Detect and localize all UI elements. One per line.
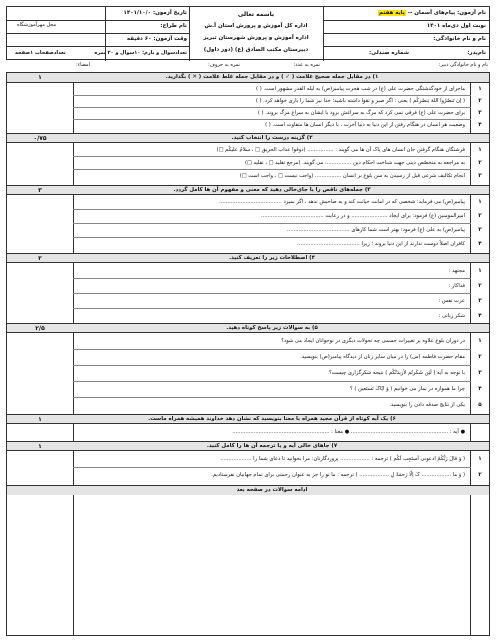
question-item: ۳ عزت نفس : bbox=[438, 298, 482, 304]
exam-duration: وقت آزمون: ۶۰ دقیقه bbox=[126, 36, 187, 42]
school-stamp-area: محل مهرآموزشگاه bbox=[17, 22, 57, 28]
question-item: ۴ چرا ما همواره در نماز می خوانیم ( وَ ایّاکَ نَستَعین ) ؟ bbox=[349, 386, 482, 392]
exam-turn: نوبت اول دی‌ماه ۱۴۰۱ bbox=[426, 23, 486, 29]
exam-date: تاریخ آزمون: ۱۴۰۱/۱۰/۰ bbox=[123, 10, 187, 16]
family-name-label: نام و نام خانوادگی: bbox=[433, 36, 486, 42]
grader-line bbox=[6, 61, 490, 70]
question-item: ۲ به مراجعه به متخصّص دینی جهت شناخت احکام دین ................ می گویند. (مرجع تقلید □ ، تقلید □) bbox=[244, 160, 482, 166]
exam-header bbox=[6, 6, 490, 60]
section-title: ۱) در مقابل جمله صحیح علامت ( ✓ ) و در مقابل جمله غلط علامت ( ✕ ) بگذارید. bbox=[165, 74, 379, 80]
signature-label: امضاء: bbox=[76, 62, 90, 68]
question-item: ۱ ماجرای از خودگذشتگی حضرت علی (ع) در شب هجرت پیامبر(ص) به لیله القدر مشهور است. ( ) bbox=[256, 86, 482, 92]
continue-footer: ادامه سوالات در صفحه بعد bbox=[7, 485, 489, 495]
question-item: ۴ شکر زبانی : bbox=[438, 313, 482, 319]
exam-page bbox=[6, 6, 490, 636]
question-item: ۳ برای حضرت علی (ع) فرقی نمی کرد که مرگ به سراغش برود یا ایشان به سراغ مرگ بروند. ( ) bbox=[257, 110, 482, 116]
score-number-label: نمره به عدد: bbox=[293, 62, 320, 68]
section-title: ۷) جاهای خالی آیه و یا ترجمه آن ها را کامل کنید. bbox=[206, 443, 338, 449]
ministry-title: باسمه تعالی bbox=[237, 11, 275, 18]
exam-name: نام آزمون: پیام‌های آسمان -- پایه هفتم bbox=[379, 10, 486, 16]
exam-grade-badge: پایه هفتم bbox=[379, 10, 405, 16]
school-name: دبیرستان مکتب الصادق (ع) (دور داول) bbox=[203, 47, 309, 53]
designer-label: نام طراح: bbox=[160, 23, 187, 29]
question-item: ۱ پیامبر(ص) می فرماید: شخصی که در امانت خیانت کند و به صاحبش ندهد ، اگر بمیرد ...................................... bbox=[219, 199, 482, 205]
father-name-label: نام‌پدر: bbox=[467, 50, 486, 56]
question-item: ۲ ( إن تَنصُرُوا اللهَ یَنصُرکُم ) یعنی : اگر صبر و تقوا داشته باشید؛ خدا نیز شما را یاری خواهد کرد. ( ) bbox=[255, 98, 482, 104]
question-item: ● آیه : ........................................................... ● معنا : ........................................................... bbox=[232, 429, 465, 435]
org-line-2: اداره آموزش و پرورش شهرستان تبریز bbox=[203, 35, 309, 41]
teacher-name-label: نام و نام خانوادگی دبیر: bbox=[438, 62, 488, 68]
question-item: ۲ امیرالمومنین (ع) فرمود: برای ایجاد ...................... و در رعایت ...................................... bbox=[261, 213, 482, 219]
section-score: ۳ bbox=[38, 187, 42, 194]
page-count: تعدادصفحات ۱صفحه bbox=[15, 50, 66, 56]
question-count: تعدادسوال و بارم: ۱۰سوال و ۲۰ نمره bbox=[94, 50, 187, 56]
question-item: ۱ در دوران بلوغ علاوه بر تغییرات جسمی چه تحولات دیگری در نوجوانان ایجاد می شود؟ bbox=[281, 338, 482, 344]
question-item: ۳ پیامبر(ص) به علی (ع) فرمود: بهتر است شما کارهای ...................................... bbox=[287, 227, 482, 233]
question-item: ۴ وضعیت هر انسان در هنگام رفتن از این دنیا به دنیا آخرت ، با دیگر انسان ها متفاوت است. ( ) bbox=[265, 122, 482, 128]
org-line-1: اداره کل آموزش و پرورش استان آ.ش bbox=[204, 23, 308, 29]
question-item: ۳ با توجه به آیه ( لَئِن شَکَرتُم لأزیدَنَّکُم ) نتیجه شکرگزاری چیست؟ bbox=[328, 370, 482, 376]
question-item: ۱ ( وَ قالَ رَبُّکُمُ ادعونی اَستَجِب لَکُم ) ترجمه : .................. پروردگارتان: مرا بخوانید تا دعای شما را ................... bbox=[220, 456, 482, 462]
question-item: ۱ فرشتگان هنگام گرفتن جان انسان های پاک آن ها می گویند : ................ (ذوقوا عذاب الحریق □ ، سلامٌ علیکُم □) bbox=[216, 147, 482, 153]
question-item: ۲ مقام حضرت فاطمه (س) را در میان سایر زنان از دیدگاه پیامبر(ص) بنویسید. bbox=[300, 354, 482, 360]
score-letters-label: نمره به حروف: bbox=[207, 62, 240, 68]
section-title: ۶) یک آیه کوتاه از قرآن مجید همراه با معنا بنویسید که نشان دهد خداوند همیشه همراه ماست. bbox=[148, 416, 396, 422]
section-score: ۰/۷۵ bbox=[33, 135, 47, 142]
question-item: ۵ یکی از نتایج صدقه دادن را بنویسید. bbox=[389, 402, 482, 408]
question-item: ۳ انجام تکالیف شرعی قبل از رسیدن به سن بلوغ بر انسان ................ (واجب نیست □ ، واجب است □) bbox=[239, 173, 482, 179]
question-item: ۲ ( وَ ما .................. کَ اِلّا رَحمَةً لِ .................. ) ترجمه : ما تو را جز به عنوان رحمتی برای تمام جهانیان نفرستادیم. bbox=[211, 472, 482, 478]
section-title: ۲) گزینه درست را انتخاب کنید. bbox=[231, 135, 313, 141]
questions-table bbox=[6, 72, 490, 636]
section-score: ۱ bbox=[38, 443, 42, 450]
question-item: ۲ فداکار : bbox=[448, 283, 482, 289]
section-title: ۴) اصطلاحات زیر را تعریف کنید. bbox=[229, 255, 315, 261]
section-score: ۲ bbox=[38, 255, 42, 262]
seat-number-label: شماره صندلی: bbox=[368, 50, 409, 56]
section-title: ۳) جمله‌های ناقص را با جای‌خالی دهید که معنی و مفهوم آن ها کامل گردد. bbox=[173, 187, 371, 193]
question-item: ۱ مجتهد : bbox=[448, 268, 482, 274]
section-title: ۵) به سوالات زیر پاسخ کوتاه دهید. bbox=[226, 325, 318, 331]
section-score: ۲/۵ bbox=[35, 325, 45, 332]
section-score: ۱ bbox=[38, 74, 42, 81]
question-item: ۴ کافران اصلاً دوست ندارند از این دنیا بروند ؛ زیرا ...................................... bbox=[297, 241, 482, 247]
section-score: ۱ bbox=[38, 416, 42, 423]
